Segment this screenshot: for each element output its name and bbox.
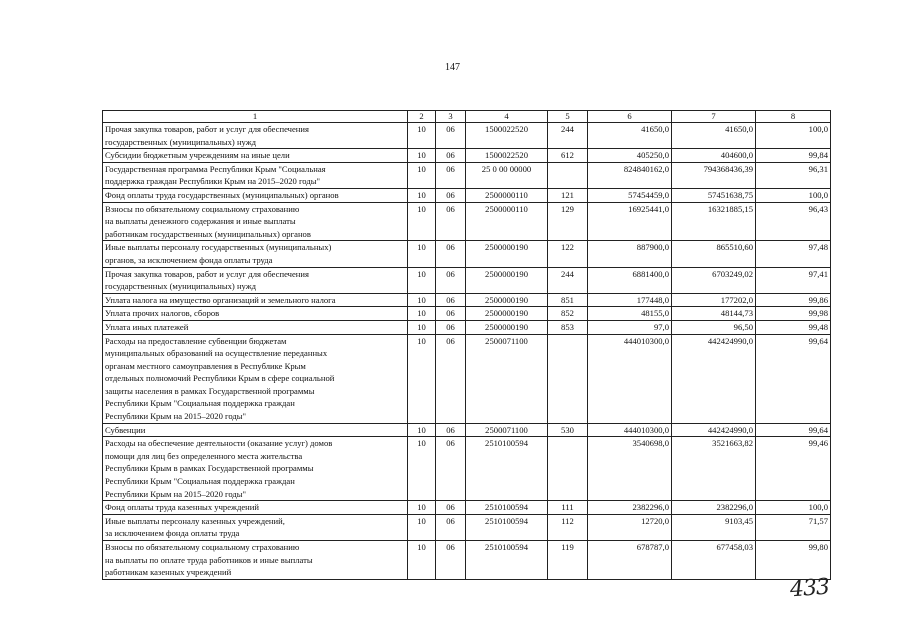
row-executed: 96,50: [672, 320, 756, 334]
row-expense-type: 121: [548, 188, 588, 202]
row-executed: 6703249,02: [672, 267, 756, 293]
row-name: Прочая закупка товаров, работ и услуг для обеспечения государственных (муниципальных) нужд: [103, 123, 408, 149]
row-expense-type: 612: [548, 149, 588, 163]
row-planned: 405250,0: [588, 149, 672, 163]
row-subsection: 06: [436, 541, 466, 580]
table-row: [103, 320, 831, 334]
row-subsection: 06: [436, 149, 466, 163]
row-name: Субсидии бюджетным учреждениям на иные цели: [103, 149, 408, 163]
row-target-article: 2500000190: [466, 267, 548, 293]
row-percent: 100,0: [756, 188, 831, 202]
row-expense-type: 851: [548, 293, 588, 307]
row-planned: 12720,0: [588, 514, 672, 540]
row-executed: 794368436,39: [672, 162, 756, 188]
row-expense-type: 111: [548, 501, 588, 515]
row-section: 10: [408, 241, 436, 267]
row-subsection: 06: [436, 241, 466, 267]
row-name: Субвенции: [103, 423, 408, 437]
row-planned: 6881400,0: [588, 267, 672, 293]
row-target-article: 1500022520: [466, 149, 548, 163]
row-planned: 444010300,0: [588, 334, 672, 423]
row-name: Взносы по обязательному социальному страхованию на выплаты по оплате труда работников и иные выплаты работникам казенных учреждений: [103, 541, 408, 580]
row-percent: 99,64: [756, 423, 831, 437]
header-col-5: 5: [548, 111, 588, 123]
row-name: Уплата иных платежей: [103, 320, 408, 334]
row-executed: 177202,0: [672, 293, 756, 307]
row-planned: 3540698,0: [588, 437, 672, 501]
row-target-article: 2500000190: [466, 320, 548, 334]
row-target-article: 2500000190: [466, 307, 548, 321]
row-subsection: 06: [436, 293, 466, 307]
row-section: 10: [408, 293, 436, 307]
table-row: [103, 334, 831, 423]
row-name: Уплата прочих налогов, сборов: [103, 307, 408, 321]
row-percent: 97,48: [756, 241, 831, 267]
row-section: 10: [408, 267, 436, 293]
row-section: 10: [408, 501, 436, 515]
table-row: [103, 501, 831, 515]
row-section: 10: [408, 307, 436, 321]
header-col-2: 2: [408, 111, 436, 123]
row-expense-type: 244: [548, 123, 588, 149]
row-section: 10: [408, 162, 436, 188]
row-section: 10: [408, 188, 436, 202]
row-planned: 887900,0: [588, 241, 672, 267]
row-expense-type: 119: [548, 541, 588, 580]
row-section: 10: [408, 202, 436, 241]
row-percent: 100,0: [756, 501, 831, 515]
row-executed: 48144,73: [672, 307, 756, 321]
row-subsection: 06: [436, 423, 466, 437]
table-row: [103, 293, 831, 307]
row-percent: 71,57: [756, 514, 831, 540]
row-percent: 96,43: [756, 202, 831, 241]
row-executed: 442424990,0: [672, 334, 756, 423]
table-row: [103, 149, 831, 163]
row-target-article: 2510100594: [466, 437, 548, 501]
row-subsection: 06: [436, 334, 466, 423]
row-planned: 2382296,0: [588, 501, 672, 515]
row-planned: 444010300,0: [588, 423, 672, 437]
row-target-article: 2500000190: [466, 293, 548, 307]
row-target-article: 2500000190: [466, 241, 548, 267]
row-target-article: 2500071100: [466, 334, 548, 423]
row-target-article: 2500071100: [466, 423, 548, 437]
row-target-article: 2510100594: [466, 514, 548, 540]
row-expense-type: 852: [548, 307, 588, 321]
row-expense-type: 853: [548, 320, 588, 334]
row-expense-type: 122: [548, 241, 588, 267]
row-name: Уплата налога на имущество организаций и земельного налога: [103, 293, 408, 307]
table-row: [103, 241, 831, 267]
row-target-article: 25 0 00 00000: [466, 162, 548, 188]
row-section: 10: [408, 514, 436, 540]
table-row: [103, 423, 831, 437]
row-section: 10: [408, 541, 436, 580]
table-row: [103, 162, 831, 188]
row-section: 10: [408, 423, 436, 437]
row-percent: 99,86: [756, 293, 831, 307]
row-executed: 865510,60: [672, 241, 756, 267]
row-expense-type: 129: [548, 202, 588, 241]
table-row: [103, 437, 831, 501]
row-name: Взносы по обязательному социальному страхованию на выплаты денежного содержания и иные выплаты работникам государственных (муниципальных) органов: [103, 202, 408, 241]
header-row: [103, 111, 831, 123]
row-executed: 9103,45: [672, 514, 756, 540]
row-planned: 48155,0: [588, 307, 672, 321]
header-col-3: 3: [436, 111, 466, 123]
row-section: 10: [408, 437, 436, 501]
row-planned: 97,0: [588, 320, 672, 334]
row-section: 10: [408, 123, 436, 149]
row-expense-type: 244: [548, 267, 588, 293]
row-executed: 41650,0: [672, 123, 756, 149]
row-percent: 100,0: [756, 123, 831, 149]
row-name: Фонд оплаты труда казенных учреждений: [103, 501, 408, 515]
row-percent: 99,64: [756, 334, 831, 423]
header-col-7: 7: [672, 111, 756, 123]
table-row: [103, 188, 831, 202]
row-expense-type: 530: [548, 423, 588, 437]
row-name: Иные выплаты персоналу государственных (муниципальных) органов, за исключением фонда оплаты труда: [103, 241, 408, 267]
row-planned: 177448,0: [588, 293, 672, 307]
row-executed: 57451638,75: [672, 188, 756, 202]
row-subsection: 06: [436, 501, 466, 515]
row-section: 10: [408, 149, 436, 163]
row-executed: 442424990,0: [672, 423, 756, 437]
row-target-article: 2500000110: [466, 188, 548, 202]
row-percent: 96,31: [756, 162, 831, 188]
row-executed: 404600,0: [672, 149, 756, 163]
row-subsection: 06: [436, 162, 466, 188]
row-subsection: 06: [436, 188, 466, 202]
row-percent: 99,46: [756, 437, 831, 501]
budget-table: [102, 110, 831, 580]
row-name: Фонд оплаты труда государственных (муниципальных) органов: [103, 188, 408, 202]
row-section: 10: [408, 334, 436, 423]
row-subsection: 06: [436, 267, 466, 293]
row-expense-type: [548, 334, 588, 423]
table-row: [103, 307, 831, 321]
row-expense-type: [548, 162, 588, 188]
row-subsection: 06: [436, 307, 466, 321]
row-section: 10: [408, 320, 436, 334]
row-planned: 678787,0: [588, 541, 672, 580]
row-planned: 16925441,0: [588, 202, 672, 241]
row-executed: 3521663,82: [672, 437, 756, 501]
row-executed: 16321885,15: [672, 202, 756, 241]
row-name: Расходы на предоставление субвенции бюджетам муниципальных образований на осуществление переданных органам местного самоуправления в Республике Крым отдельных полномочий Республики Крым в сфере социальной защиты населения в рамках Государственной программы Республики Крым "Социальная поддержка граждан Республики Крым на 2015–2020 годы": [103, 334, 408, 423]
row-planned: 57454459,0: [588, 188, 672, 202]
row-subsection: 06: [436, 320, 466, 334]
row-name: Государственная программа Республики Крым "Социальная поддержка граждан Республики Крым на 2015–2020 годы": [103, 162, 408, 188]
header-col-4: 4: [466, 111, 548, 123]
header-col-1: 1: [103, 111, 408, 123]
row-percent: 99,84: [756, 149, 831, 163]
row-planned: 824840162,0: [588, 162, 672, 188]
row-executed: 2382296,0: [672, 501, 756, 515]
row-name: Иные выплаты персоналу казенных учреждений, за исключением фонда оплаты труда: [103, 514, 408, 540]
row-percent: 99,80: [756, 541, 831, 580]
table-row: [103, 123, 831, 149]
row-subsection: 06: [436, 123, 466, 149]
row-target-article: 2510100594: [466, 541, 548, 580]
row-subsection: 06: [436, 202, 466, 241]
table-row: [103, 514, 831, 540]
row-expense-type: [548, 437, 588, 501]
row-percent: 99,98: [756, 307, 831, 321]
row-expense-type: 112: [548, 514, 588, 540]
header-col-6: 6: [588, 111, 672, 123]
row-percent: 99,48: [756, 320, 831, 334]
row-planned: 41650,0: [588, 123, 672, 149]
row-target-article: 2510100594: [466, 501, 548, 515]
handwritten-page-note: 433: [789, 574, 830, 603]
page-number: 147: [445, 62, 460, 73]
row-subsection: 06: [436, 514, 466, 540]
row-target-article: 2500000110: [466, 202, 548, 241]
row-subsection: 06: [436, 437, 466, 501]
row-target-article: 1500022520: [466, 123, 548, 149]
table-row: [103, 267, 831, 293]
table-row: [103, 202, 831, 241]
row-name: Расходы на обеспечение деятельности (оказание услуг) домов помощи для лиц без определенного места жительства Республики Крым в рамках Государственной программы Республики Крым "Социальная поддержка граждан Республики Крым на 2015–2020 годы": [103, 437, 408, 501]
row-percent: 97,41: [756, 267, 831, 293]
row-executed: 677458,03: [672, 541, 756, 580]
table-row: [103, 541, 831, 580]
row-name: Прочая закупка товаров, работ и услуг для обеспечения государственных (муниципальных) нужд: [103, 267, 408, 293]
header-col-8: 8: [756, 111, 831, 123]
